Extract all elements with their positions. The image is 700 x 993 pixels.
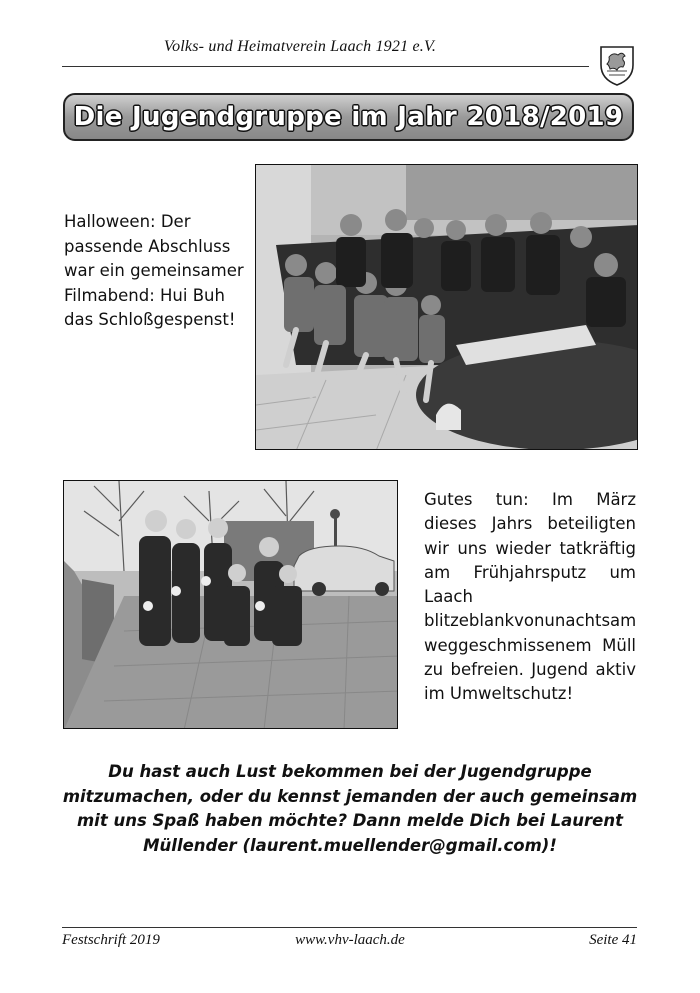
footer-website: www.vhv-laach.de <box>295 932 405 948</box>
footer-divider <box>62 927 637 928</box>
spring-cleaning-text: Gutes tun: Im März dieses Jahrs beteiligten wir uns wieder tatkräftig am Frühjahrsputz um Laach blitzeblankvonunachtsam weggeschmissenem Müll zu befreien. Jugend aktiv im Umweltschutz! <box>424 490 637 704</box>
page-title: Die Jugendgruppe im Jahr 2018/2019 <box>73 102 624 132</box>
footer-publication: Festschrift 2019 <box>62 932 160 948</box>
spring-cleaning-group-photo <box>63 480 398 729</box>
header-divider <box>62 66 589 67</box>
halloween-group-photo <box>255 164 638 450</box>
call-to-action: Du hast auch Lust bekommen bei der Jugendgruppe mitzumachen, oder du kennst jemanden der auch gemeinsam mit uns Spaß haben möchte? Dann melde Dich bei Laurent Müllender (laurent.muellender@gmail.com)! <box>62 762 638 855</box>
header-title: Volks- und Heimatverein Laach 1921 e.V. <box>163 38 437 55</box>
title-banner <box>63 93 634 141</box>
halloween-text: Halloween: Der passende Abschluss war ein gemeinsamer Filmabend: Hui Buh das Schloßgespenst! <box>64 212 244 329</box>
coat-of-arms-icon <box>597 43 637 87</box>
page-number: Seite 41 <box>589 932 637 948</box>
